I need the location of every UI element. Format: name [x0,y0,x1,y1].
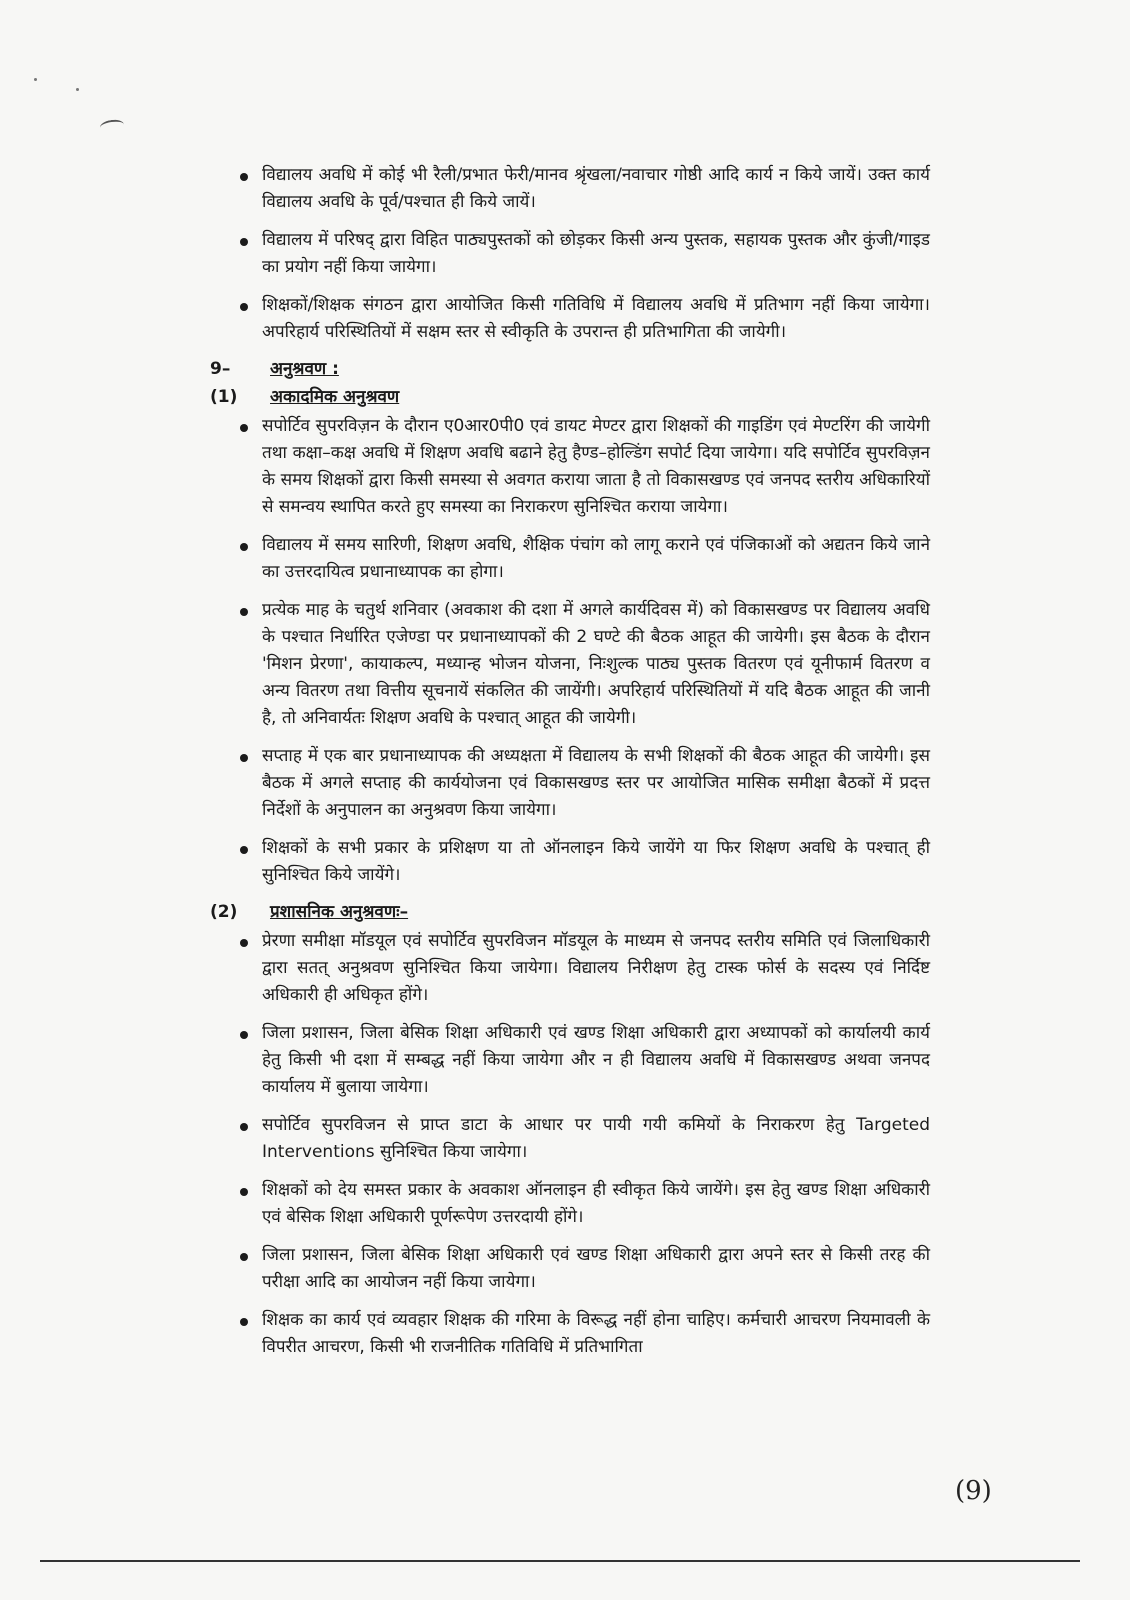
section-heading [210,357,930,381]
list-item: विद्यालय अवधि में कोई भी रैली/प्रभात फेरी/मानव श्रृंखला/नवाचार गोष्ठी आदि कार्य न किये जायें। उक्त कार्य विद्यालय अवधि के पूर्व/पश्चात ही किये जायें। [210,162,930,216]
list-item: प्रत्येक माह के चतुर्थ शनिवार (अवकाश की दशा में अगले कार्यदिवस में) को विकासखण्ड पर विद्यालय अवधि के पश्चात निर्धारित एजेण्डा पर प्रधानाध्यापकों की 2 घण्टे की बैठक आहूत की जायेगी। इस बैठक के दौरान 'मिशन प्रेरणा', कायाकल्प, मध्यान्ह भोजन योजना, निःशुल्क पाठ्य पुस्तक वितरण एवं यूनीफार्म वितरण व अन्य वितरण तथा वित्तीय सूचनायें संकलित की जायेंगी। अपरिहार्य परिस्थितियों में यदि बैठक आहूत की जानी है, तो अनिवार्यतः शिक्षण अवधि के पश्चात् आहूत की जायेगी। [210,597,930,732]
list-item: प्रेरणा समीक्षा मॉडयूल एवं सपोर्टिव सुपरविजन मॉडयूल के माध्यम से जनपद स्तरीय समिति एवं जिलाधिकारी द्वारा सतत् अनुश्रवण सुनिश्चित किया जायेगा। विद्यालय निरीक्षण हेतु टास्क फोर्स के सदस्य एवं निर्दिष्ट अधिकारी ही अधिकृत होंगे। [210,928,930,1009]
list-item: जिला प्रशासन, जिला बेसिक शिक्षा अधिकारी एवं खण्ड शिक्षा अधिकारी द्वारा अध्यापकों को कार्यालयी कार्य हेतु किसी भी दशा में सम्बद्ध नहीं किया जायेगा और न ही विद्यालय अवधि में विकासखण्ड अथवा जनपद कार्यालय में बुलाया जायेगा। [210,1020,930,1101]
list-item: शिक्षकों/शिक्षक संगठन द्वारा आयोजित किसी गतिविधि में विद्यालय अवधि में प्रतिभाग नहीं किया जायेगा। अपरिहार्य परिस्थितियों में सक्षम स्तर से स्वीकृति के उपरान्त ही प्रतिभागिता की जायेगी। [210,292,930,346]
bullet-icon [240,754,248,762]
list-item: शिक्षकों को देय समस्त प्रकार के अवकाश ऑनलाइन ही स्वीकृत किये जायेंगे। इस हेतु खण्ड शिक्षा अधिकारी एवं बेसिक शिक्षा अधिकारी पूर्णरूपेण उत्तरदायी होंगे। [210,1177,930,1231]
bullet-icon [240,1253,248,1261]
bullet-icon [240,303,248,311]
list-item: सपोर्टिव सुपरविज़न के दौरान ए0आर0पी0 एवं डायट मेण्टर द्वारा शिक्षकों की गाइडिंग एवं मेण्टरिंग की जायेगी तथा कक्षा–कक्ष अवधि में शिक्षण अवधि बढाने हेतु हैण्ड–होल्डिंग सपोर्ट दिया जायेगा। यदि सपोर्टिव सुपरविज़न के समय शिक्षकों द्वारा किसी समस्या से अवगत कराया जाता है तो विकासखण्ड एवं जनपद स्तरीय अधिकारियों से समन्वय स्थापित करते हुए समस्या का निराकरण सुनिश्चित कराया जायेगा। [210,413,930,521]
list-item: सपोर्टिव सुपरविजन से प्राप्त डाटा के आधार पर पायी गयी कमियों के निराकरण हेतु Targeted Interventions सुनिश्चित किया जायेगा। [210,1112,930,1166]
bullet-icon [240,939,248,947]
subsection-heading [210,385,930,409]
document-body [210,162,930,1372]
bullet-icon [240,846,248,854]
subsection-heading [210,900,930,924]
list-item: विद्यालय में परिषद् द्वारा विहित पाठ्यपुस्तकों को छोड़कर किसी अन्य पुस्तक, सहायक पुस्तक और कुंजी/गाइड का प्रयोग नहीं किया जायेगा। [210,227,930,281]
subsection-title: अकादमिक अनुश्रवण [270,387,400,407]
list-item: विद्यालय में समय सारिणी, शिक्षण अवधि, शैक्षिक पंचांग को लागू कराने एवं पंजिकाओं को अद्यतन किये जाने का उत्तरदायित्व प्रधानाध्यापक का होगा। [210,532,930,586]
subsection-title: प्रशासनिक अनुश्रवणः– [270,902,409,922]
subsection-number: (1) [210,387,238,407]
subsection-number: (2) [210,902,238,922]
bullet-icon [240,543,248,551]
bullet-icon [240,1031,248,1039]
section-number: 9– [210,359,231,379]
scan-speck [34,78,37,81]
bullet-icon [240,1188,248,1196]
list-item: सप्ताह में एक बार प्रधानाध्यापक की अध्यक्षता में विद्यालय के सभी शिक्षकों की बैठक आहूत की जायेगी। इस बैठक में अगले सप्ताह की कार्ययोजना एवं विकासखण्ड स्तर पर आयोजित मासिक समीक्षा बैठकों में प्रदत्त निर्देशों के अनुपालन का अनुश्रवण किया जायेगा। [210,743,930,824]
bullet-icon [240,238,248,246]
bullet-icon [240,1318,248,1326]
list-item: शिक्षकों के सभी प्रकार के प्रशिक्षण या तो ऑनलाइन किये जायेंगे या फिर शिक्षण अवधि के पश्चात् ही सुनिश्चित किये जायेंगे। [210,835,930,889]
bullet-icon [240,424,248,432]
page-bottom-rule [40,1560,1080,1562]
scan-speck [76,88,79,91]
bullet-list-general [210,162,930,346]
bullet-list-academic [210,413,930,889]
page-number: (9) [955,1476,992,1506]
section-title: अनुश्रवण : [270,359,339,379]
bullet-icon [240,1123,248,1131]
list-item: जिला प्रशासन, जिला बेसिक शिक्षा अधिकारी एवं खण्ड शिक्षा अधिकारी द्वारा अपने स्तर से किसी तरह की परीक्षा आदि का आयोजन नहीं किया जायेगा। [210,1242,930,1296]
scan-mark [99,118,124,133]
bullet-icon [240,173,248,181]
list-item: शिक्षक का कार्य एवं व्यवहार शिक्षक की गरिमा के विरूद्ध नहीं होना चाहिए। कर्मचारी आचरण नियमावली के विपरीत आचरण, किसी भी राजनीतिक गतिविधि में प्रतिभागिता [210,1307,930,1361]
bullet-list-administrative [210,928,930,1361]
bullet-icon [240,608,248,616]
